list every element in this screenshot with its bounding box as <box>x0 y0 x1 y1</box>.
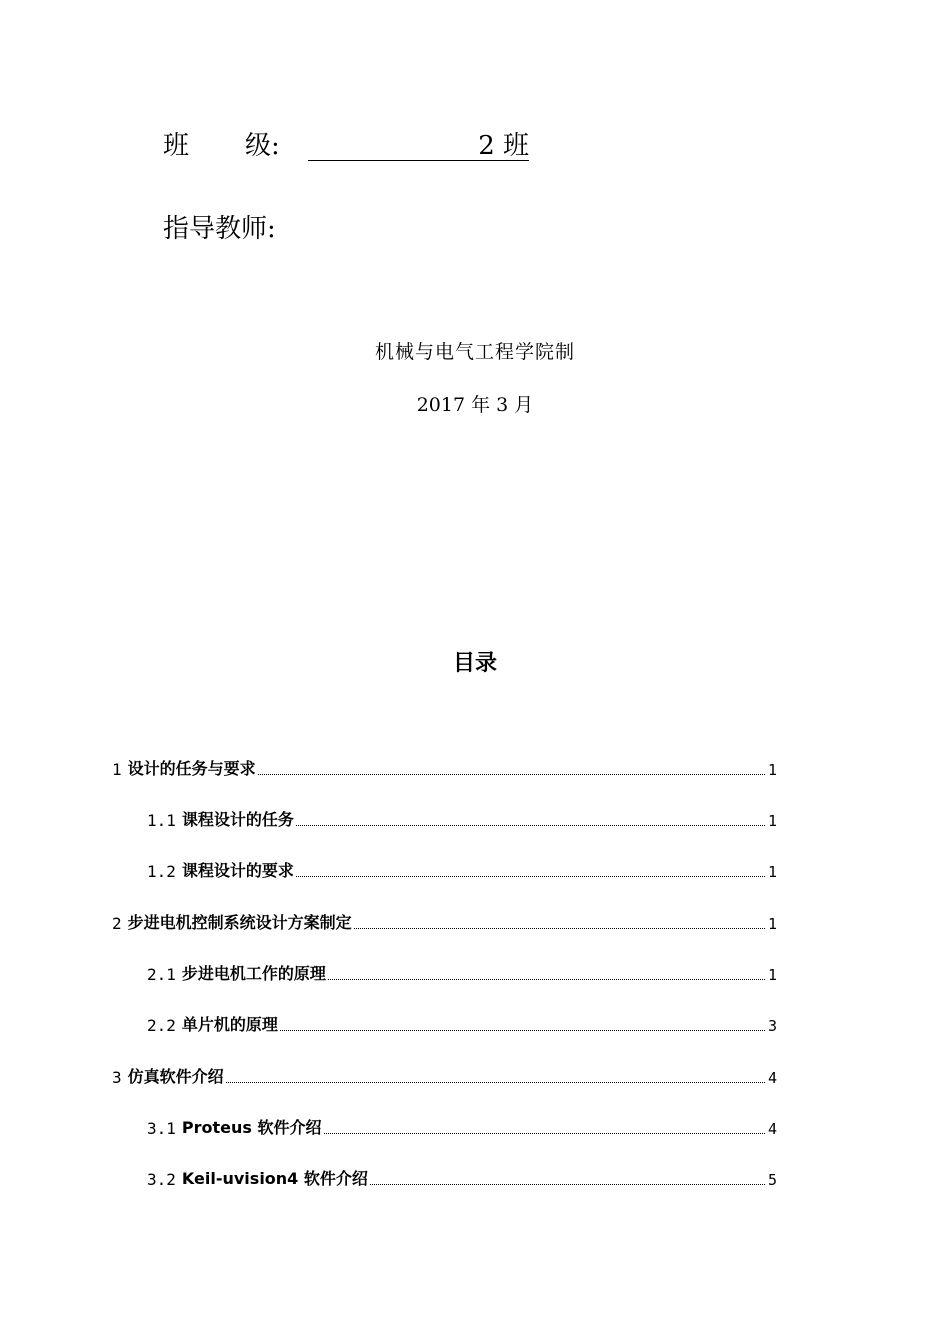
toc-entry-number: 1.1 <box>147 811 176 830</box>
toc-entry-page: 5 <box>767 1171 777 1189</box>
toc-leader-dots <box>354 927 765 929</box>
toc-entry-page: 1 <box>767 915 777 933</box>
class-value-field <box>308 131 529 161</box>
toc-entry[interactable] <box>147 808 777 830</box>
toc-entry-number: 2.2 <box>147 1016 176 1035</box>
toc-leader-dots <box>258 773 765 775</box>
toc-entry-page: 4 <box>767 1069 777 1087</box>
toc-entry[interactable] <box>147 1116 777 1138</box>
institution-name: 机械与电气工程学院制 <box>374 341 575 363</box>
toc-entry-text: 设计的任务与要求 <box>127 759 256 778</box>
toc-leader-dots <box>324 1132 765 1134</box>
toc-entry-number: 1 <box>112 760 122 779</box>
toc-entry-number: 3.2 <box>147 1170 176 1189</box>
toc-entry-page: 4 <box>767 1120 777 1138</box>
toc-entry[interactable] <box>147 859 777 881</box>
toc-entry-text: 步进电机控制系统设计方案制定 <box>127 913 352 932</box>
toc-entry-number: 3 <box>112 1068 122 1087</box>
toc-entry-text: 步进电机工作的原理 <box>181 964 326 983</box>
toc-leader-dots <box>226 1081 765 1083</box>
toc-title: 目录 <box>452 651 497 676</box>
toc-entry[interactable] <box>147 1167 777 1189</box>
toc-entry-text: 单片机的原理 <box>181 1015 278 1034</box>
toc-entry-page: 1 <box>767 761 777 779</box>
toc-entry[interactable] <box>112 1065 777 1087</box>
toc-entry[interactable] <box>147 1013 777 1035</box>
class-value: 2 班 <box>478 131 529 161</box>
toc-entry-text: 仿真软件介绍 <box>127 1067 224 1086</box>
class-label-char-2: 级: <box>245 131 280 161</box>
toc-entry-page: 1 <box>767 966 777 984</box>
toc-entry-number: 3.1 <box>147 1119 176 1138</box>
teacher-label: 指导教师: <box>163 214 276 244</box>
toc-entry-text: 课程设计的要求 <box>181 861 294 880</box>
toc-entry[interactable] <box>112 911 777 933</box>
toc-entry-number: 2 <box>112 914 122 933</box>
toc-entry[interactable] <box>112 757 777 779</box>
toc-entry[interactable] <box>147 962 777 984</box>
class-label-char-1: 班 <box>163 131 190 161</box>
toc-entry-number: 2.1 <box>147 965 176 984</box>
toc-entry-page: 1 <box>767 812 777 830</box>
toc-entry-page: 1 <box>767 863 777 881</box>
toc-leader-dots <box>296 875 765 877</box>
toc-entry-text: 课程设计的任务 <box>181 810 294 829</box>
toc-leader-dots <box>328 978 765 980</box>
toc-entry-number: 1.2 <box>147 862 176 881</box>
class-label <box>163 131 280 161</box>
toc-entry-page: 3 <box>767 1017 777 1035</box>
document-date: 2017 年 3 月 <box>416 394 534 416</box>
toc-leader-dots <box>370 1183 765 1185</box>
toc-leader-dots <box>280 1029 765 1031</box>
toc-entry-text: Keil-uvision4 软件介绍 <box>181 1169 368 1188</box>
toc-leader-dots <box>296 824 765 826</box>
toc-entry-text: Proteus 软件介绍 <box>181 1118 322 1137</box>
